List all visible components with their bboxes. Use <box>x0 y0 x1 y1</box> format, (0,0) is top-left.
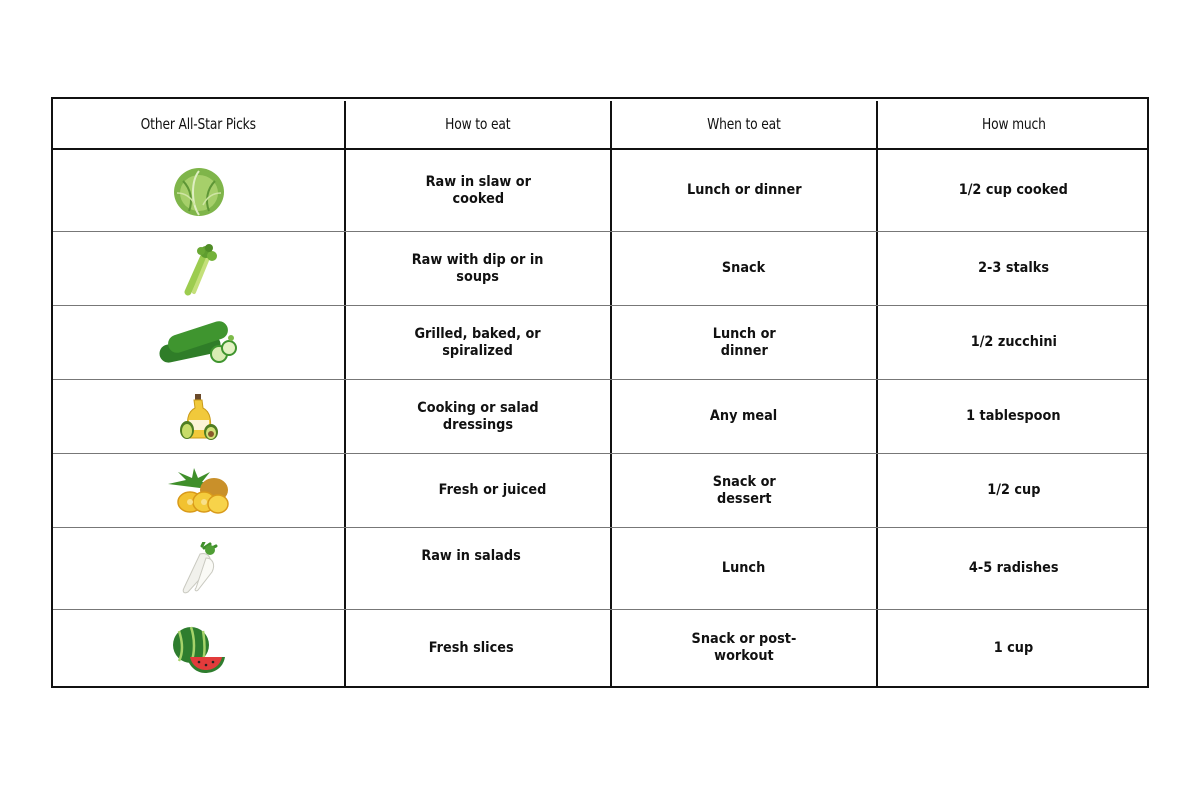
when-to-eat-text: Snack <box>722 260 766 276</box>
item-cell <box>53 610 344 686</box>
header-how-to-eat: How to eat <box>445 114 511 133</box>
how-to-eat-text: soups <box>456 268 500 285</box>
how-to-eat-text: Raw with dip or in <box>412 251 544 268</box>
watermelon-icon <box>169 623 229 673</box>
how-to-eat-cell <box>346 528 610 609</box>
how-to-eat-text: cooked <box>452 190 504 207</box>
when-to-eat-cell <box>612 528 876 609</box>
when-to-eat-text: Lunch or <box>712 325 776 342</box>
how-to-eat-text: Fresh or juiced <box>439 482 547 498</box>
header-when-to-eat: When to eat <box>707 114 781 133</box>
how-much-cell <box>878 610 1149 686</box>
when-to-eat-text: Snack or <box>712 473 776 490</box>
header-cell <box>612 99 876 148</box>
how-to-eat-text: dressings <box>442 416 514 433</box>
how-much-cell <box>878 306 1149 379</box>
how-much-text: 1/2 cup cooked <box>958 182 1069 198</box>
item-cell <box>53 150 344 231</box>
table-row <box>53 232 1147 306</box>
header-how-much: How much <box>981 114 1046 133</box>
how-much-cell <box>878 528 1149 609</box>
avocado-oil-icon <box>177 392 221 442</box>
how-to-eat-cell <box>346 380 610 453</box>
how-to-eat-cell <box>346 610 610 686</box>
when-to-eat-cell <box>612 454 876 527</box>
how-much-text: 1 cup <box>993 639 1034 656</box>
how-much-cell <box>878 232 1149 305</box>
when-to-eat-cell <box>612 150 876 231</box>
header-cell <box>346 99 610 148</box>
table-row <box>53 454 1147 528</box>
item-cell <box>53 306 344 379</box>
how-to-eat-cell <box>346 232 610 305</box>
when-to-eat-text: Snack or post- <box>691 631 797 647</box>
food-picks-table <box>51 97 1149 688</box>
how-to-eat-text: spiralized <box>442 342 514 359</box>
item-cell <box>53 454 344 527</box>
header-cell <box>53 99 344 148</box>
how-much-text: 1/2 zucchini <box>970 334 1057 350</box>
item-cell <box>53 380 344 453</box>
when-to-eat-text: dessert <box>716 490 772 507</box>
when-to-eat-cell <box>612 380 876 453</box>
table-row <box>53 306 1147 380</box>
item-cell <box>53 232 344 305</box>
how-to-eat-cell <box>346 150 610 231</box>
table-row <box>53 610 1147 686</box>
when-to-eat-text: dinner <box>720 342 768 359</box>
how-to-eat-cell <box>346 454 610 527</box>
item-cell <box>53 528 344 609</box>
pineapple-icon <box>164 466 234 516</box>
when-to-eat-text: Lunch or dinner <box>686 182 802 198</box>
how-to-eat-cell <box>346 306 610 379</box>
cabbage-icon <box>169 163 229 219</box>
how-much-text: 2-3 stalks <box>978 260 1049 276</box>
table-header-row <box>53 99 1147 150</box>
how-much-text: 1 tablespoon <box>966 408 1061 424</box>
when-to-eat-text: Any meal <box>710 408 778 424</box>
header-cell <box>878 99 1149 148</box>
zucchini-icon <box>157 318 241 368</box>
when-to-eat-cell <box>612 610 876 686</box>
when-to-eat-cell <box>612 232 876 305</box>
when-to-eat-cell <box>612 306 876 379</box>
table-row <box>53 380 1147 454</box>
how-to-eat-text: Grilled, baked, or <box>414 325 542 342</box>
how-much-text: 1/2 cup <box>986 482 1041 498</box>
celery-icon <box>174 242 224 296</box>
table-row <box>53 528 1147 610</box>
how-much-cell <box>878 380 1149 453</box>
when-to-eat-text: workout <box>714 648 774 664</box>
how-to-eat-text: Raw in salads <box>421 548 521 564</box>
radish-icon <box>174 542 224 596</box>
how-much-cell <box>878 454 1149 527</box>
how-much-text: 4-5 radishes <box>968 560 1059 576</box>
how-to-eat-text: Cooking or salad <box>417 399 539 416</box>
how-to-eat-text: Fresh slices <box>428 639 514 656</box>
table-row <box>53 150 1147 232</box>
header-other-all-star-picks: Other All-Star Picks <box>140 114 257 133</box>
how-to-eat-text: Raw in slaw or <box>425 173 531 190</box>
when-to-eat-text: Lunch <box>722 560 766 576</box>
how-much-cell <box>878 150 1149 231</box>
